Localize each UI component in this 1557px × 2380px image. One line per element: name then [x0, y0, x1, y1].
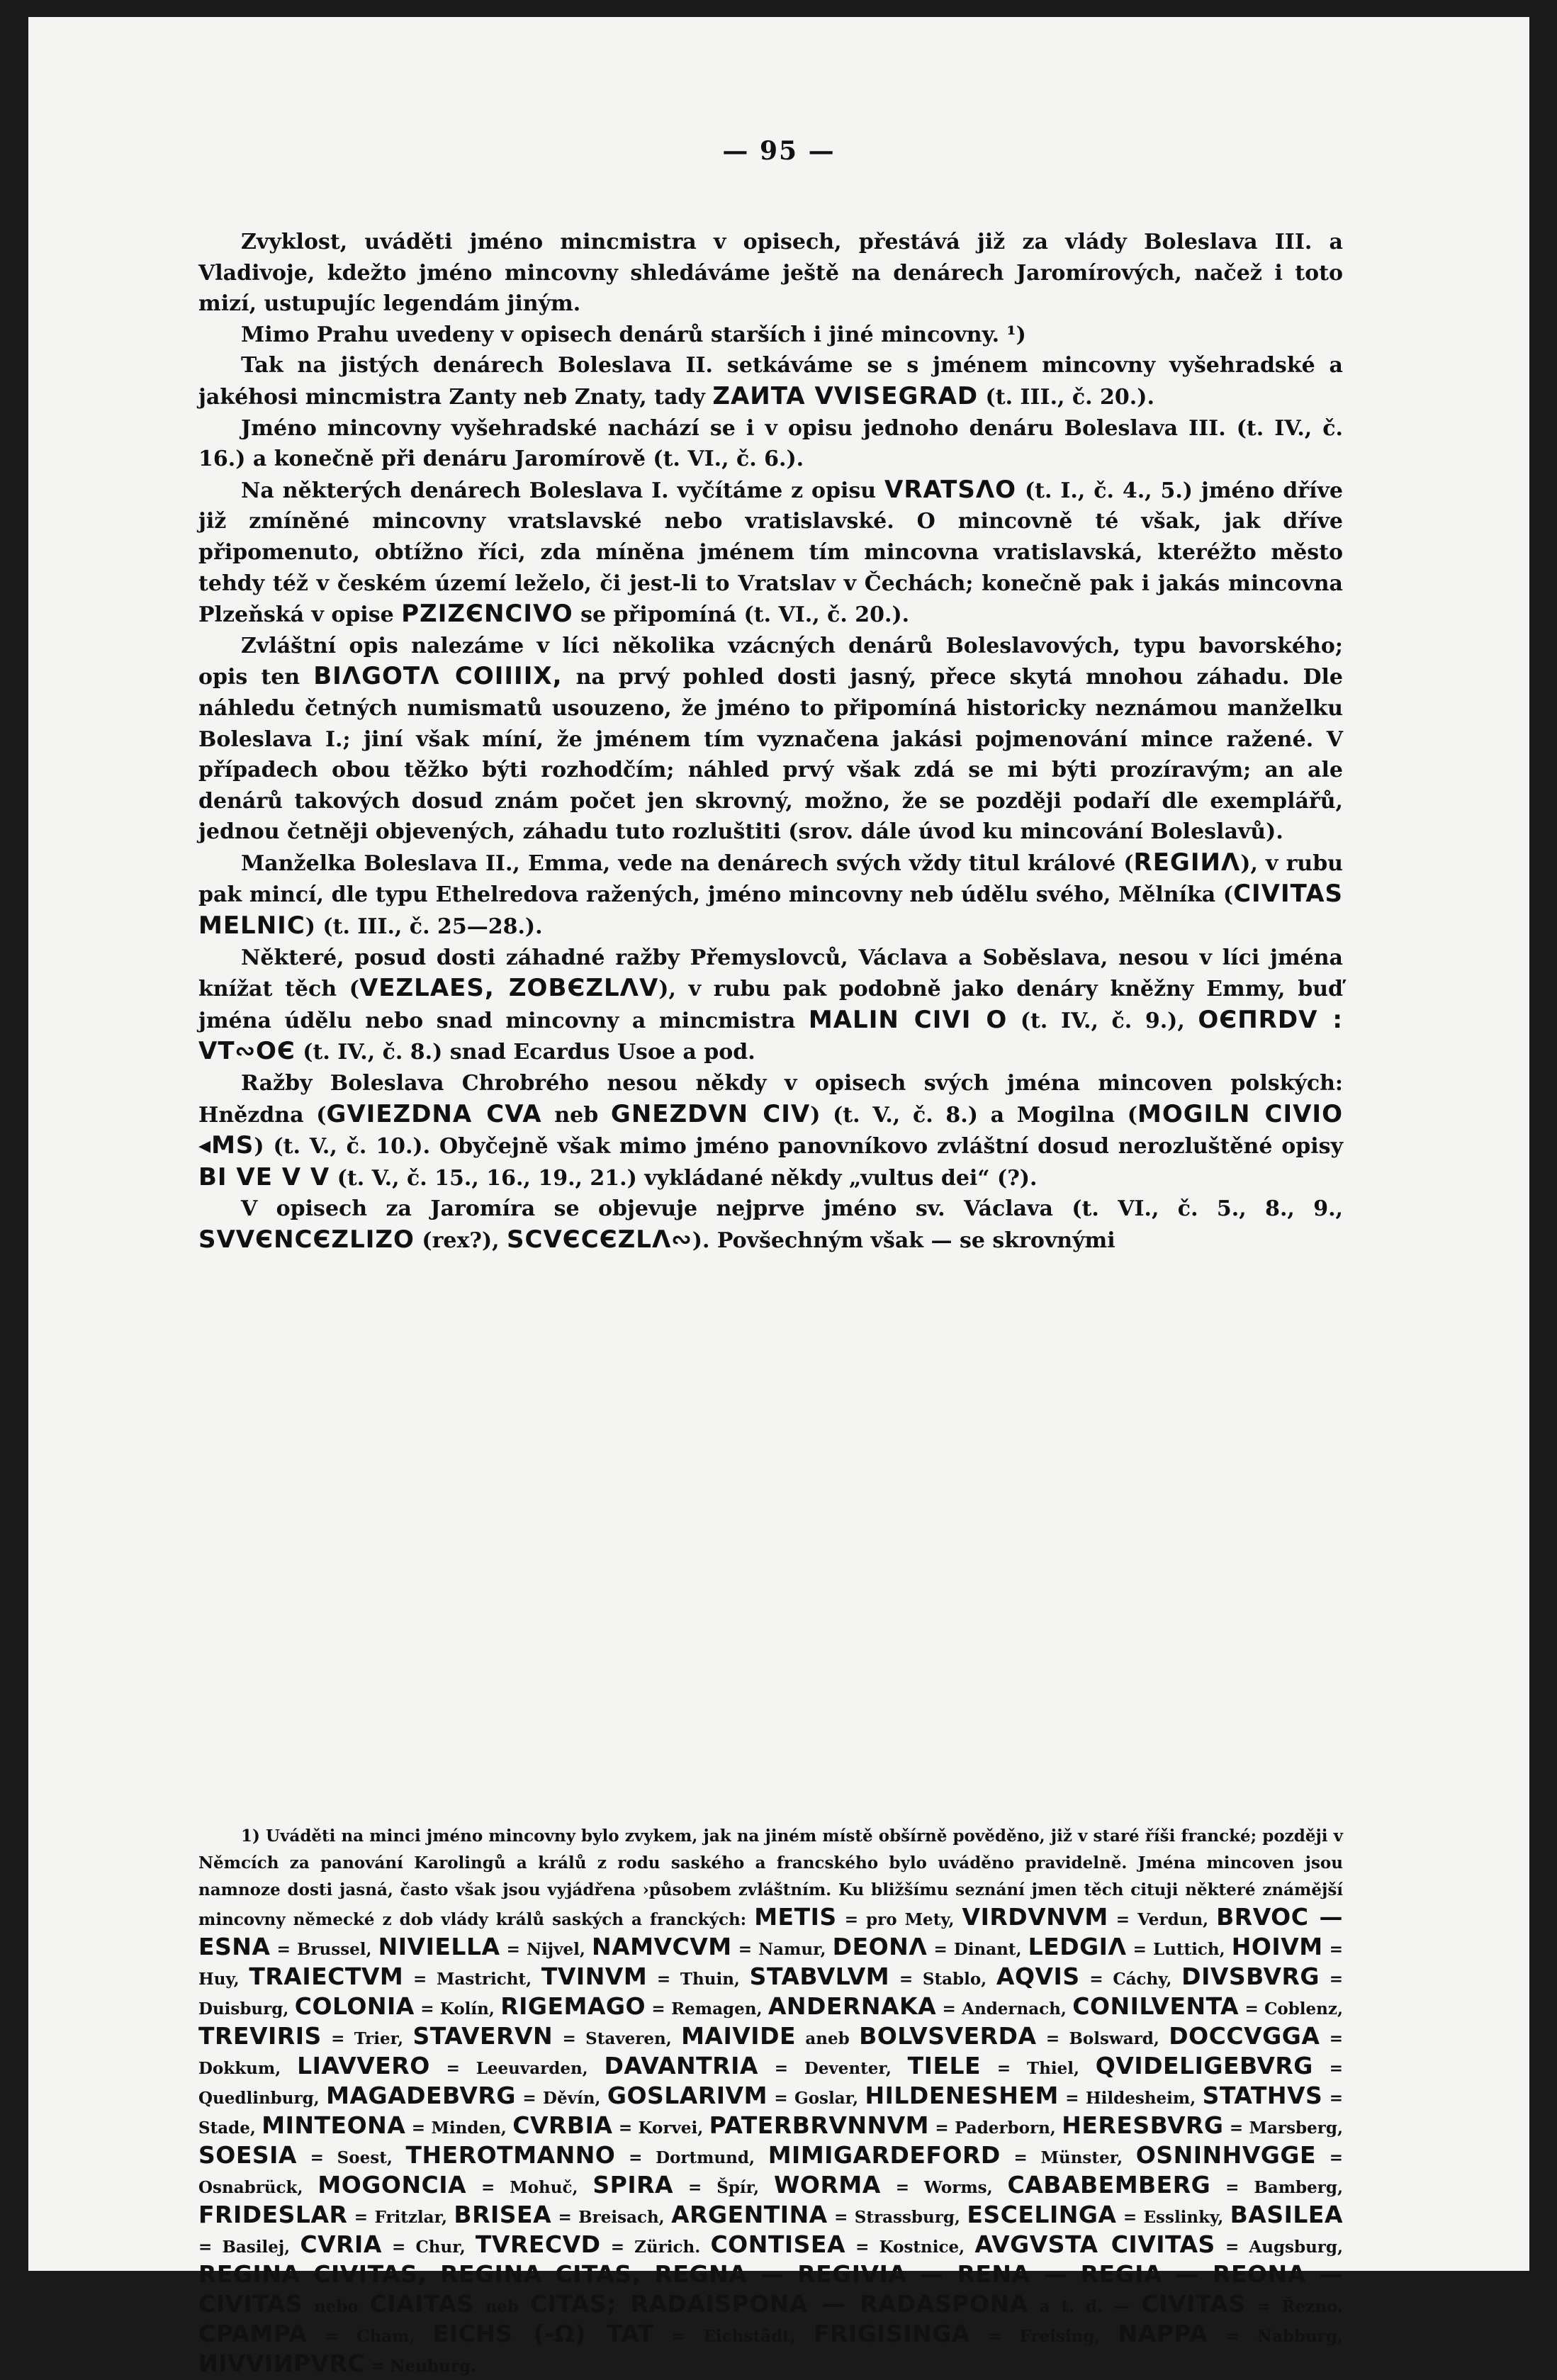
- mint-city: Andernach,: [962, 1999, 1067, 2019]
- mint-city: Chur,: [415, 2238, 466, 2257]
- paragraph-p3: [198, 350, 1343, 412]
- mint-legend: CPAMPA: [198, 2320, 308, 2347]
- mint-city: Leeuvarden,: [476, 2059, 588, 2078]
- paragraph-text: (t. IV., č. 9.),: [1007, 1008, 1198, 1033]
- mint-city: Kolín,: [439, 1999, 495, 2019]
- paragraph-text: neb: [541, 1102, 611, 1128]
- coin-legend: CIVITAS MELNIC: [198, 880, 1343, 941]
- paragraph-text: Zvyklost, uváděti jméno mincmistra v opisech, přestává již za vlády Boleslava III. a Vladivoje, kdežto jméno mincovny shledáváme ještě na denárech Jaromírových, načež i toto mizí, ustupujíc legendám jiným.: [198, 230, 1343, 317]
- coin-legend: VRATSΛO: [884, 475, 1017, 504]
- mint-legend: MINTEONA: [262, 2111, 406, 2139]
- mint-legend: BRVOC — ESNA: [198, 1903, 1343, 1960]
- mint-city: Brussel,: [296, 1940, 372, 1959]
- mint-city: Mastricht,: [436, 1970, 532, 1989]
- mint-legend: BOLVSVERDA: [859, 2022, 1037, 2050]
- mint-city: Hildesheim,: [1085, 2089, 1196, 2108]
- paragraph-text: ) (t. V., č. 8.) a Mogilna (: [810, 1102, 1137, 1128]
- paragraph-text: (rex?),: [414, 1228, 507, 1253]
- coin-legend: REGIИΛ: [1133, 848, 1241, 877]
- mint-legend: ИIVVIИPVRC: [198, 2350, 366, 2377]
- mint-city: Thuin,: [680, 1970, 740, 1989]
- mint-city: Neuburg.: [390, 2357, 476, 2376]
- mint-legend: ARGENTINA: [671, 2201, 828, 2228]
- paragraph-text: V opisech za Jaromíra se objevuje nejprve jméno sv. Václava (t. VI., č. 5., 8., 9.,: [241, 1196, 1343, 1222]
- mint-city: Mohuč,: [510, 2178, 578, 2197]
- mint-city: Zürich.: [634, 2238, 701, 2257]
- paragraph-text: (t. IV., č. 8.) snad Ecardus Usoe a pod.: [295, 1040, 755, 1065]
- mint-legend: VIRDVNVM: [962, 1903, 1108, 1931]
- mint-city: Paderborn,: [955, 2118, 1056, 2138]
- mint-legend: LEDGIΛ: [1028, 1933, 1127, 1960]
- mint-city: Verdun,: [1137, 1910, 1209, 1929]
- mint-city: Fritzlar,: [374, 2208, 448, 2227]
- mint-legend: STATHVS: [1202, 2082, 1323, 2109]
- coin-legend: SCVЄCЄZLΛ∾: [507, 1225, 692, 1254]
- mint-city: Cáchy,: [1113, 1970, 1172, 1989]
- mint-legend: RIGEMAGO: [500, 1992, 646, 2020]
- mint-conj: a t. d. —: [1039, 2297, 1130, 2316]
- mint-city: Münster,: [1040, 2148, 1123, 2167]
- paragraph-p1: [198, 227, 1343, 320]
- mint-city: Trier,: [354, 2029, 404, 2048]
- mint-city: Řezno.: [1281, 2297, 1344, 2316]
- paragraph-text: (t. III., č. 20.).: [978, 384, 1154, 410]
- mint-legend: SPIRA: [592, 2171, 674, 2199]
- mint-city: Esslinky,: [1143, 2208, 1224, 2227]
- coin-legend: GNEZDVN CIV: [610, 1099, 811, 1128]
- page-number: — 95 —: [722, 136, 836, 166]
- mint-legend: OSNINHVGGE: [1135, 2141, 1317, 2169]
- mint-city: Quedlinburg,: [198, 2089, 320, 2108]
- footnote: [198, 1823, 1343, 2380]
- paragraph-p9: [198, 1068, 1343, 1194]
- paragraph-text: Na některých denárech Boleslava I. vyčítáme z opisu: [241, 478, 884, 503]
- mint-city: Nijvel,: [527, 1940, 585, 1959]
- mint-legend: MOGONCIA: [317, 2171, 467, 2199]
- mint-city: Breisach,: [578, 2208, 665, 2227]
- mint-city: Namur,: [758, 1940, 826, 1959]
- mint-legend: SOESIA: [198, 2141, 297, 2169]
- paragraph-text: ). Povšechným však — se skrovnými: [692, 1228, 1115, 1253]
- paragraph-text: Některé, posud dosti záhadné ražby Přemyslovců, Václava a Soběslava, nesou v líci jména knížat těch (: [198, 945, 1343, 1002]
- paragraph-text: Zvláštní opis nalezáme v líci několika vzácných denárů Boleslavových, typu bavorského; opis ten: [198, 633, 1343, 690]
- mint-legend: FRIDESLAR: [198, 2201, 348, 2228]
- mint-legend: EICHS (-Ω) TAT: [432, 2320, 654, 2347]
- mint-legend: ESCELINGA: [967, 2201, 1117, 2228]
- page: [28, 17, 1529, 2377]
- mint-legend: BASILEA: [1230, 2201, 1343, 2228]
- paragraph-p10: [198, 1194, 1343, 1256]
- mint-legend: TREVIRIS: [198, 2022, 322, 2050]
- mint-legend: TIELE: [907, 2052, 982, 2079]
- coin-legend: VEZLAES, ZOBЄZLΛV: [359, 974, 659, 1003]
- mint-legend: CVRBIA: [512, 2111, 613, 2139]
- paragraph-text: Jméno mincovny vyšehradské nachází se i v opisu jednoho denáru Boleslava III. (t. IV., č. 16.) a konečně při denáru Jaromírově (t. VI., č. 6.).: [198, 415, 1343, 472]
- paragraph-p2: [198, 320, 1343, 351]
- mint-legend: HOIVM: [1231, 1933, 1323, 1960]
- mint-legend: PATERBRVNNVM: [709, 2111, 929, 2139]
- mint-city: Augsburg,: [1249, 2238, 1344, 2257]
- paragraph-p7: [198, 848, 1343, 943]
- mint-legend: CIVITAS: [1141, 2290, 1246, 2318]
- paragraph-text: Ražby Boleslava Chrobrého nesou někdy v opisech svých jména mincoven polských: Hnězdna (: [198, 1071, 1343, 1128]
- mint-legend: CIAITAS: [369, 2290, 474, 2318]
- mint-city: Remagen,: [671, 1999, 763, 2019]
- footnote-text: 1) Uváděti na minci jméno mincovny bylo zvykem, jak na jiném místě obšírně pověděno, již v staré říši francké; později v Němcích za panování Karolingů a králů z rodu saského a francského bylo uváděno pravidelně. Jména mincoven jsou namnoze dosti jasná, často však jsou vyjádřena ›působem zvláštním. Ku bližšímu seznání jmen těch cituji některé známější mincovny německé z dob vlády králů saských a franckých: METIS = pro Mety, VIRDVNVM = Verdun, BRVOC — ESNA = Brussel, NIVIELLA = Nijvel, NAMVCVM = Namur, DEONΛ = Dinant, LEDGIΛ = Luttich, HOIVM = Huy, TRAIECTVM = Mastricht, TVINVM = Thuin, STABVLVM = Stablo, AQVIS = Cáchy, DIVSBVRG = Duisburg, COLONIA = Kolín, RIGEMAGO = Remagen, ANDERNAKA = Andernach, CONILVENTA = Coblenz, TREVIRIS = Trier, STAVERVN = Staveren, MAIVIDE aneb BOLVSVERDA = Bolsward, DOCCVGGA = Dokkum, LIAVVERO = Leeuvarden, DAVANTRIA = Deventer, TIELE = Thiel, QVIDELIGEBVRG = Quedlinburg, MAGADEBVRG = Děvín, GOSLARIVM = Goslar, HILDENESHEM = Hildesheim, STATHVS = Stade, MINTEONA = Minden, CVRBIA = Korvei, PATERBRVNNVM = Paderborn, HERESBVRG = Marsberg, SOESIA = Soest, THEROTMANNO = Dortmund, MIMIGARDEFORD = Münster, OSNINHVGGE = Osnabrück, MOGONCIA = Mohuč, SPIRA = Špír, WORMA = Worms, CABABEMBERG = Bamberg, FRIDESLAR = Fritzlar, BRISEA = Breisach, ARGENTINA = Strassburg, ESCELINGA = Esslinky, BASILEA = Basilej, CVRIA = Chur, TVRECVD = Zürich. CONTISEA = Kostnice, AVGVSTA CIVITAS = Augsburg, REGINA CIVITAS, REGINA CITAS, REGNA — REGIVIA — RENA — REGIA — REONA — CIVITAS nebo CIAITAS neb CITAS; RADAISPONA — RADASPONA a t. d. — CIVITAS = Řezno. CPAMPA = Cham, EICHS (-Ω) TAT = Eichstädt, FRIGISINGA = Freising, NAPPA = Nabburg, ИIVVIИPVRC = Neuburg.: [198, 1826, 1344, 2377]
- mint-city: Stablo,: [922, 1970, 987, 1989]
- mint-legend: MAGADEBVRG: [326, 2082, 516, 2109]
- paragraph-p8: [198, 943, 1343, 1068]
- coin-legend: GVIEZDNA CVA: [326, 1099, 542, 1128]
- mint-legend: THEROTMANNO: [405, 2141, 616, 2169]
- mint-city: Freising,: [1019, 2327, 1101, 2346]
- mint-legend: MIMIGARDEFORD: [768, 2141, 1001, 2169]
- mint-legend: LIAVVERO: [297, 2052, 430, 2079]
- mint-city: Špír,: [716, 2178, 760, 2197]
- mint-legend: CITAS; RADAISPONA — RADASPONA: [529, 2290, 1028, 2318]
- mint-legend: DEONΛ: [832, 1933, 928, 1960]
- mint-legend: DIVSBVRG: [1181, 1963, 1320, 1990]
- mint-legend: CONTISEA: [710, 2230, 845, 2258]
- mint-legend: CABABEMBERG: [1007, 2171, 1211, 2199]
- coin-legend: ZAИTA VVISEGRAD: [712, 381, 979, 410]
- mint-legend: MAIVIDE: [681, 2022, 797, 2050]
- coin-legend: SVVЄNCЄZLIZO: [198, 1225, 415, 1254]
- mint-city: Staveren,: [585, 2029, 672, 2048]
- mint-city: Thiel,: [1027, 2059, 1079, 2078]
- mint-conj: aneb: [805, 2029, 850, 2048]
- coin-legend: MOGILN CIVIO ◂MS: [198, 1099, 1343, 1160]
- paragraph-text: ), v rubu pak mincí, dle typu Ethelredova ražených, jméno mincovny neb údělu svého, Mělníka (: [198, 851, 1343, 908]
- mint-legend: HERESBVRG: [1062, 2111, 1224, 2139]
- mint-legend: ANDERNAKA: [768, 1992, 937, 2020]
- paragraph-text: ) (t. V., č. 10.). Obyčejně však mimo jméno panovníkovo zvláštní dosud nerozluštěné opisy: [254, 1134, 1343, 1160]
- paragraph-p5: [198, 475, 1343, 631]
- mint-legend: AVGVSTA CIVITAS: [974, 2230, 1215, 2258]
- coin-legend: PZIZЄNCIVO: [401, 600, 573, 629]
- mint-city: Minden,: [431, 2118, 507, 2138]
- mint-city: Nabburg,: [1257, 2327, 1343, 2346]
- mint-legend: QVIDELIGEBVRG: [1095, 2052, 1313, 2079]
- coin-legend: MALIN CIVI O: [808, 1005, 1008, 1034]
- mint-legend: STABVLVM: [749, 1963, 890, 1990]
- mint-conj: nebo: [313, 2297, 359, 2316]
- mint-legend: FRIGISINGA: [813, 2320, 970, 2347]
- mint-legend: TVRECVD: [475, 2230, 601, 2258]
- paragraph-text: (t. V., č. 15., 16., 19., 21.) vykládané někdy „vultus dei“ (?).: [330, 1165, 1038, 1191]
- mint-legend: STAVERVN: [412, 2022, 553, 2050]
- paragraph-text: Tak na jistých denárech Boleslava II. setkáváme se s jménem mincovny vyšehradské a jakéhosi mincmistra Zanty neb Znaty, tady: [198, 353, 1343, 410]
- coin-legend: BIΛGOTΛ COIIIIX,: [313, 662, 563, 691]
- mint-legend: DAVANTRIA: [604, 2052, 758, 2079]
- mint-city: Děvín,: [543, 2089, 601, 2108]
- mint-city: Marsberg,: [1249, 2118, 1343, 2138]
- mint-legend: BRISEA: [454, 2201, 552, 2228]
- paragraph-text: Mimo Prahu uvedeny v opisech denárů starších i jiné mincovny. ¹): [241, 322, 1026, 347]
- mint-legend: TVINVM: [541, 1963, 648, 1990]
- mint-legend: HILDENESHEM: [865, 2082, 1059, 2109]
- paragraph-text: ) (t. III., č. 25—28.).: [305, 914, 543, 940]
- mint-legend: NIVIELLA: [378, 1933, 500, 1960]
- mint-city: Bamberg,: [1254, 2178, 1343, 2197]
- mint-legend: TRAIECTVM: [249, 1963, 404, 1990]
- coin-legend: BI VE V V: [198, 1162, 330, 1191]
- paragraph-text: ), v rubu pak podobně jako denáry kněžny Emmy, buď jména údělu nebo snad mincovny a mincmistra: [198, 977, 1343, 1033]
- mint-city: Kostnice,: [879, 2238, 965, 2257]
- mint-conj: neb: [485, 2297, 519, 2316]
- mint-legend: CVRIA: [300, 2230, 382, 2258]
- mint-legend: DOCCVGGA: [1169, 2022, 1320, 2050]
- mint-legend: COLONIA: [294, 1992, 415, 2020]
- footnote-intro: 1) Uváděti na minci jméno mincovny bylo zvykem, jak na jiném místě obšírně pověděno, již v staré říši francké; později v Němcích za panování Karolingů a králů z rodu saského a francského bylo uváděno pravidelně. Jména mincoven jsou namnoze dosti jasná, často však jsou vyjádřena ›působem zvláštním. Ku bližšímu seznání jmen těch cituji některé známější mincovny německé z dob vlády králů saských a franckých:: [198, 1826, 1343, 1929]
- paragraph-text: (t. I., č. 4., 5.) jméno dříve již zmíněné mincovny vratslavské nebo vratislavské. O mincovně té však, jak dříve připomenuto, obtížno říci, zda míněna jménem tím mincovna vratislavská, kteréžto město tehdy též v českém území leželo, či jest-li to Vratslav v Čechách; konečně pak i jakás mincovna Plzeňská v opise: [198, 478, 1343, 628]
- mint-legend: CONILVENTA: [1072, 1992, 1240, 2020]
- mint-city: Osnabrück,: [198, 2178, 303, 2197]
- mint-city: Bolsward,: [1069, 2029, 1159, 2048]
- mint-city: Dokkum,: [198, 2059, 281, 2078]
- mint-legend: NAMVCVM: [591, 1933, 732, 1960]
- mint-city: Cham,: [356, 2327, 415, 2346]
- mint-city: Goslar,: [794, 2089, 859, 2108]
- mint-legend: REGINA CIVITAS, REGINA CITAS, REGNA — REGIVIA — RENA — REGIA — REONA — CIVITAS: [198, 2260, 1343, 2318]
- mint-city: Eichstädt,: [703, 2327, 796, 2346]
- mint-legend: GOSLARIVM: [607, 2082, 768, 2109]
- mint-legend: NAPPA: [1118, 2320, 1208, 2347]
- paragraph-p6: [198, 631, 1343, 848]
- mint-city: Luttich,: [1153, 1940, 1225, 1959]
- paragraph-text: na prvý pohled dosti jasný, přece skytá mnohou záhadu. Dle náhledu četných numismatů usouzeno, že jméno to připomíná historicky neznámou manželku Boleslava I.; jiní však míní, že jménem tím vyznačena jakási pojmenování mince ražené. V případech obou těžko býti rozhodčím; náhled prvý však zdá se mi býti prozíravým; an ale denárů takových dosud znám počet jen skrovný, možno, že se později podaří dle exemplářů, jednou četněji objevených, záhadu tuto rozluštiti (srov. dále úvod ku mincování Boleslavů).: [198, 665, 1343, 845]
- paragraph-text: se připomíná (t. VI., č. 20.).: [573, 602, 910, 628]
- paragraph-p4: [198, 413, 1343, 475]
- mint-city: Stade,: [198, 2118, 256, 2138]
- mint-city: Worms,: [923, 2178, 993, 2197]
- mint-city: Coblenz,: [1264, 1999, 1343, 2019]
- mint-city: Korvei,: [638, 2118, 704, 2138]
- mint-city: Strassburg,: [854, 2208, 960, 2227]
- mint-city: Dinant,: [953, 1940, 1022, 1959]
- coin-legend: OЄΠRDV : VT∾OЄ: [198, 1005, 1343, 1066]
- mint-city: Dortmund,: [656, 2148, 755, 2167]
- paragraph-text: Manželka Boleslava II., Emma, vede na denárech svých vždy titul králové (: [241, 851, 1134, 876]
- mint-city: Duisburg,: [198, 1999, 289, 2019]
- mint-city: Soest,: [337, 2148, 393, 2167]
- mint-legend: AQVIS: [996, 1963, 1080, 1990]
- mint-legend: METIS: [754, 1903, 837, 1931]
- mint-legend: WORMA: [774, 2171, 881, 2199]
- mint-city: Huy,: [198, 1970, 240, 1989]
- mint-city: pro Mety,: [866, 1910, 955, 1929]
- main-text: [198, 227, 1343, 1257]
- mint-city: Deventer,: [804, 2059, 892, 2078]
- mint-city: Basilej,: [222, 2238, 291, 2257]
